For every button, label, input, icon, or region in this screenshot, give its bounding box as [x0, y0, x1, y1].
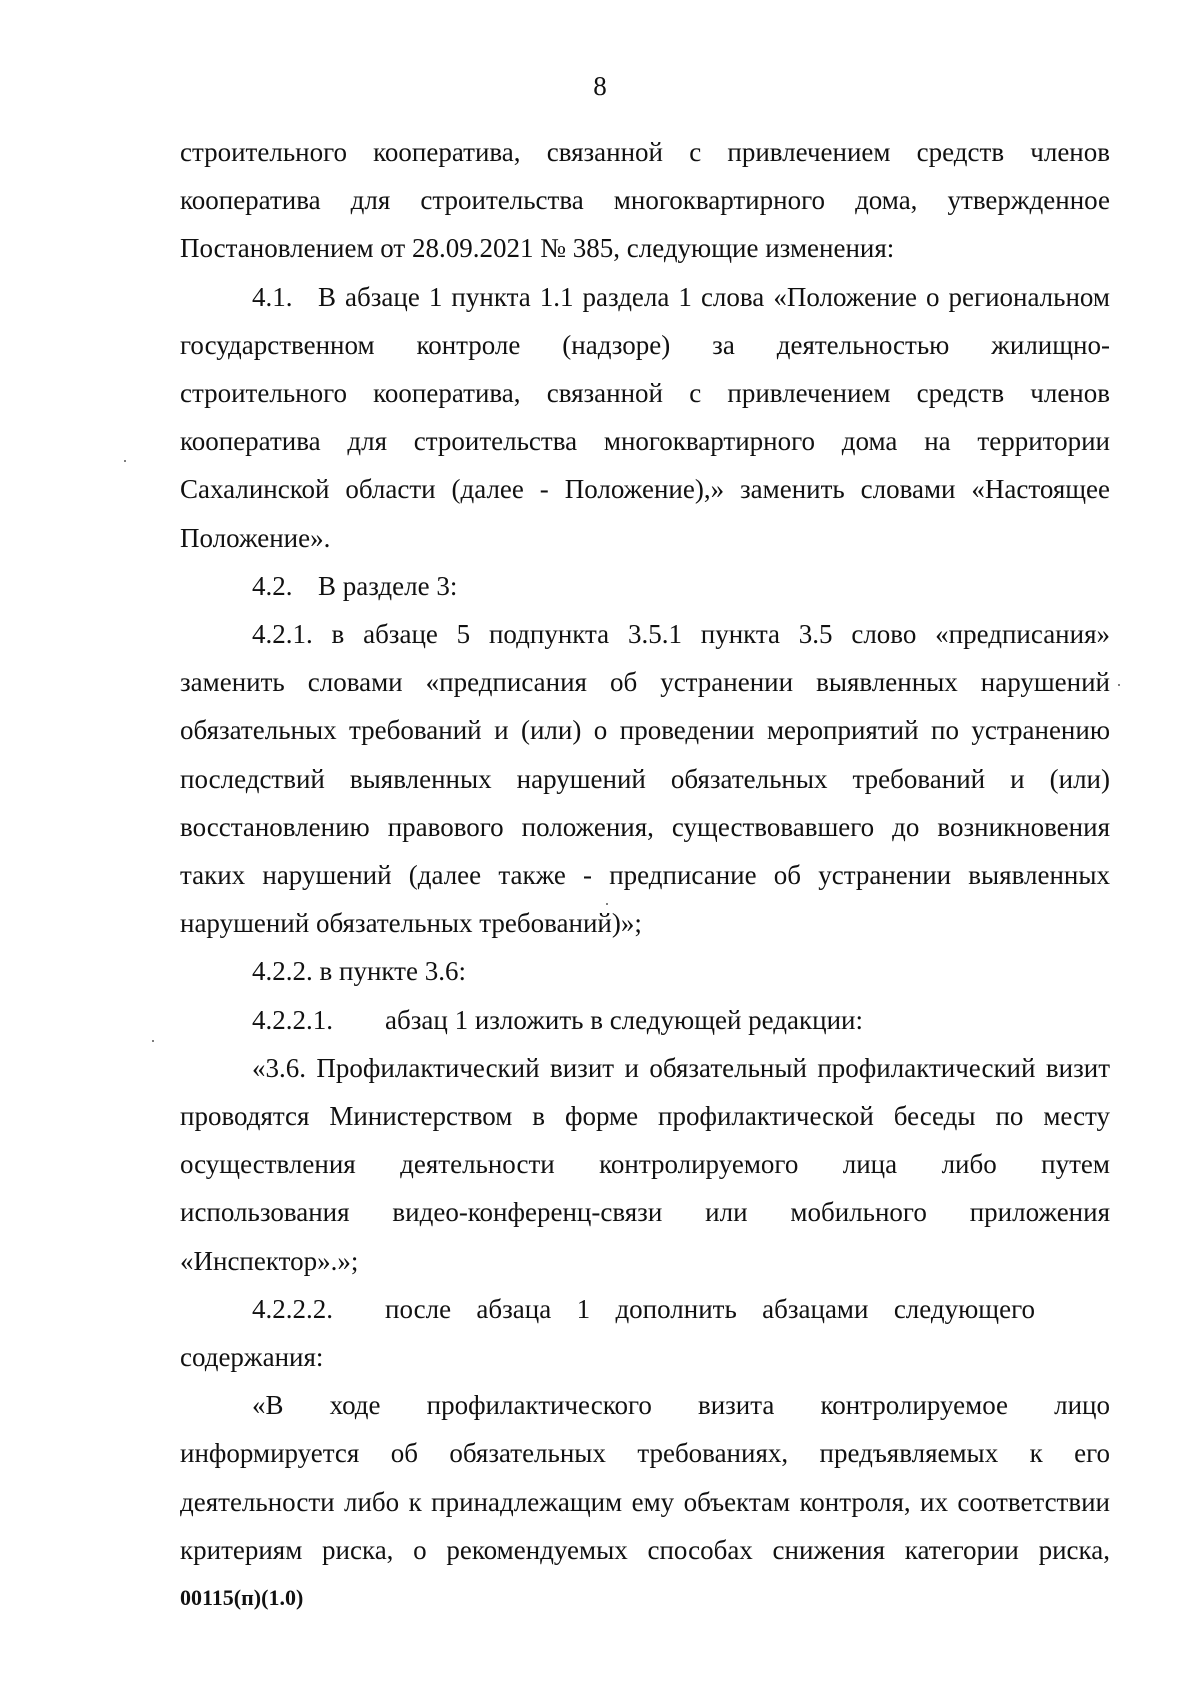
text-line	[180, 996, 1110, 1044]
text-line: критериям риска, о рекомендуемых способах снижения категории риска,	[180, 1534, 1110, 1565]
item-text: после абзаца 1 дополнить абзацами следующего	[385, 1293, 1035, 1324]
text-line	[180, 562, 1110, 610]
item-number: 4.2.	[252, 570, 293, 601]
text-line: использования видео-конференц-связи или мобильного приложения	[180, 1197, 1110, 1228]
text-line: Постановлением от 28.09.2021 № 385, следующие изменения:	[180, 233, 895, 264]
text-line: информируется об обязательных требованиях, предъявляемых к его	[180, 1438, 1110, 1469]
item-text: абзац 1 изложить в следующей редакции:	[385, 1004, 863, 1035]
document-code: 00115(п)(1.0)	[180, 1585, 304, 1610]
text-line	[180, 1285, 1110, 1333]
text-line: проводятся Министерством в форме профилактической беседы по месту	[180, 1101, 1110, 1132]
scan-speck	[152, 1040, 154, 1042]
item-4-2-2-1	[180, 996, 1110, 1044]
item-text: В абзаце 1 пункта 1.1 раздела 1 слова «Положение о региональном	[318, 281, 1110, 312]
text-line: обязательных требований и (или) о проведении мероприятий по устранению	[180, 715, 1110, 746]
item-4-2-2-2	[180, 1285, 1110, 1381]
text-line: нарушений обязательных требований)»;	[180, 908, 642, 939]
text-line: 4.2.1. в абзаце 5 подпункта 3.5.1 пункта 3.5 слово «предписания»	[252, 619, 1110, 650]
scan-speck	[606, 903, 608, 905]
intro-paragraph	[180, 128, 1110, 273]
text-line: заменить словами «предписания об устранении выявленных нарушений	[180, 667, 1110, 698]
text-line: «Инспектор».»;	[180, 1245, 359, 1276]
item-4-2	[180, 562, 1110, 610]
text-line: «3.6. Профилактический визит и обязательный профилактический визит	[252, 1052, 1110, 1083]
text-line: кооператива для строительства многоквартирного дома на территории	[180, 426, 1110, 457]
item-4-1	[180, 273, 1110, 562]
text-line: кооператива для строительства многоквартирного дома, утвержденное	[180, 185, 1110, 216]
text-line: последствий выявленных нарушений обязательных требований и (или)	[180, 763, 1110, 794]
item-text: В разделе 3:	[318, 570, 458, 601]
text-line: восстановлению правового положения, существовавшего до возникновения	[180, 811, 1110, 842]
text-line: содержания:	[180, 1342, 324, 1373]
text-line	[180, 273, 1110, 321]
item-4-2-1	[180, 610, 1110, 947]
scan-speck	[124, 460, 126, 462]
document-body	[180, 128, 1110, 1574]
text-line: деятельности либо к принадлежащим ему объектам контроля, их соответствии	[180, 1486, 1110, 1517]
quoted-paragraph-3-6	[180, 1044, 1110, 1285]
item-number: 4.1.	[252, 281, 293, 312]
item-4-2-2	[180, 947, 1110, 995]
scan-speck	[1118, 684, 1120, 686]
item-number: 4.2.2.2.	[252, 1293, 333, 1324]
text-line: осуществления деятельности контролируемого лица либо путем	[180, 1149, 1110, 1180]
text-line: Положение».	[180, 522, 331, 553]
text-line: таких нарушений (далее также - предписание об устранении выявленных	[180, 860, 1110, 891]
quoted-paragraph-visit	[180, 1381, 1110, 1574]
text-line: «В ходе профилактического визита контролируемое лицо	[252, 1390, 1110, 1421]
text-line: строительного кооператива, связанной с привлечением средств членов	[180, 378, 1110, 409]
page-number: 8	[593, 71, 607, 101]
text-line: государственном контроле (надзоре) за деятельностью жилищно-	[180, 329, 1110, 360]
item-number: 4.2.2.1.	[252, 1004, 333, 1035]
text-line: строительного кооператива, связанной с привлечением средств членов	[180, 137, 1110, 167]
text-line: Сахалинской области (далее - Положение),» заменить словами «Настоящее	[180, 474, 1110, 505]
text-line: 4.2.2. в пункте 3.6:	[252, 956, 466, 987]
